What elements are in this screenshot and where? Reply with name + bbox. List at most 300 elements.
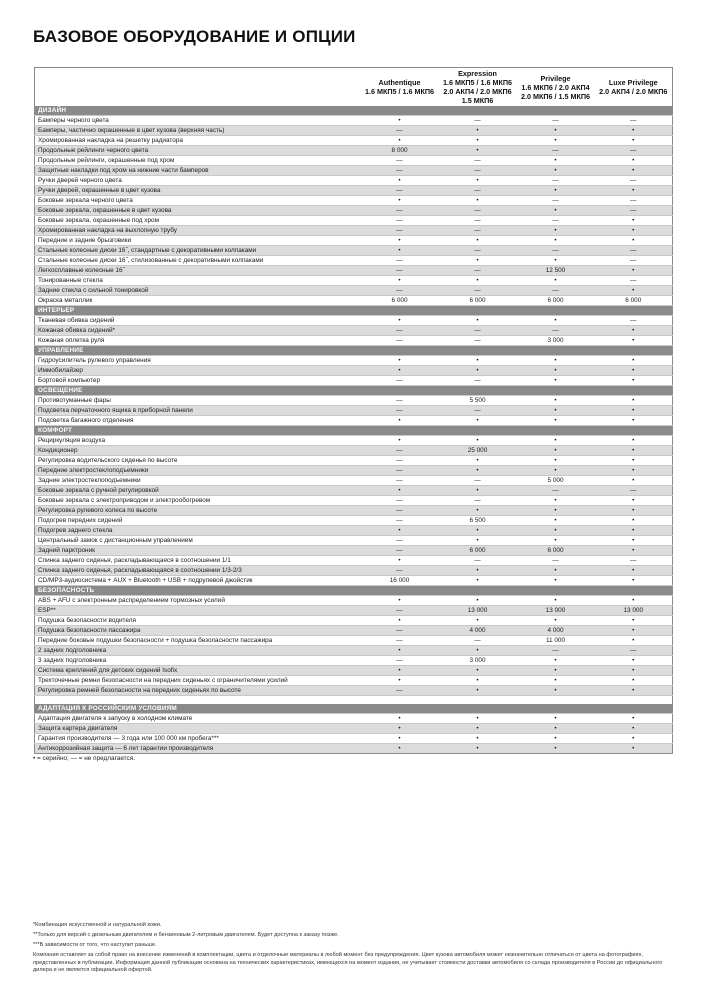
feature-label: ABS + AFU с электронным распределением тормозных усилий — [35, 596, 361, 606]
feature-label: Передние и задние брызговики — [35, 236, 361, 246]
feature-label: Трехточечные ремни безопасности на передних сиденьях с ограничителями усилий — [35, 676, 361, 686]
feature-value: — — [439, 286, 517, 296]
feature-label: Подушка безопасности водителя — [35, 616, 361, 626]
table-row — [35, 186, 673, 196]
table-row — [35, 536, 673, 546]
feature-value: • — [517, 416, 595, 426]
feature-label: Ручки дверей, окрашенные в цвет кузова — [35, 186, 361, 196]
feature-value: • — [595, 476, 673, 486]
section-title: УПРАВЛЕНИЕ — [35, 346, 673, 356]
feature-value: • — [595, 456, 673, 466]
feature-value: • — [517, 136, 595, 146]
feature-value: 13 000 — [517, 606, 595, 616]
table-row — [35, 666, 673, 676]
feature-label: Антикоррозийная защита — 6 лет гарантии производителя — [35, 744, 361, 754]
feature-value: • — [439, 724, 517, 734]
feature-value: • — [361, 356, 439, 366]
feature-value: — — [361, 496, 439, 506]
feature-value: • — [517, 256, 595, 266]
feature-value: • — [517, 446, 595, 456]
feature-value: • — [439, 356, 517, 366]
footnote-esp: **Только для версий с дизельным двигателем и бензиновым 2-литровым двигателем. Будет доступна к заказу позже. — [33, 932, 339, 938]
table-row — [35, 286, 673, 296]
feature-value: • — [517, 516, 595, 526]
feature-value: • — [595, 506, 673, 516]
feature-value: — — [361, 686, 439, 696]
feature-value: • — [361, 276, 439, 286]
feature-value: • — [361, 136, 439, 146]
feature-value: • — [439, 456, 517, 466]
feature-value: • — [595, 636, 673, 646]
feature-value: • — [439, 136, 517, 146]
table-row — [35, 136, 673, 146]
feature-label: Тонированные стекла — [35, 276, 361, 286]
feature-value: • — [361, 176, 439, 186]
feature-value: • — [517, 236, 595, 246]
feature-value: — — [361, 166, 439, 176]
table-row — [35, 546, 673, 556]
feature-value: • — [517, 714, 595, 724]
feature-label: Бортовой компьютер — [35, 376, 361, 386]
feature-value: • — [439, 714, 517, 724]
feature-value: — — [439, 636, 517, 646]
feature-value: • — [439, 676, 517, 686]
feature-value: • — [439, 646, 517, 656]
feature-value: — — [361, 636, 439, 646]
feature-value: — — [361, 336, 439, 346]
table-row — [35, 276, 673, 286]
feature-value: — — [361, 156, 439, 166]
table-row — [35, 556, 673, 566]
table-row — [35, 526, 673, 536]
feature-value: • — [361, 596, 439, 606]
feature-label: Тканевая обивка сидений — [35, 316, 361, 326]
feature-value: • — [517, 496, 595, 506]
table-row — [35, 176, 673, 186]
feature-value: 13 000 — [595, 606, 673, 616]
feature-value: • — [595, 714, 673, 724]
feature-value: • — [517, 724, 595, 734]
table-row — [35, 476, 673, 486]
legend: • = серийно; — = не предлагается. — [33, 755, 135, 762]
feature-value: — — [517, 196, 595, 206]
feature-value: — — [439, 266, 517, 276]
feature-value: • — [517, 506, 595, 516]
feature-value: • — [439, 466, 517, 476]
feature-value: • — [439, 734, 517, 744]
feature-value: • — [361, 734, 439, 744]
feature-value: • — [439, 316, 517, 326]
disclaimer: Компания оставляет за собой право на внесение изменений в комплектации, цвета и отделочные материалы в любой момент без предупреждения. Цвет кузова автомобиля может незначительно отличаться от цвета на фотографиях, представленных в публикации. Информация данной публикации основана на технических характеристиках, имеющихся на момент издания, не учитывает стоимости доставки автомобиля со склада производителя в России до официального дилера и не является официальной офертой. — [33, 952, 663, 973]
feature-value: • — [361, 416, 439, 426]
feature-value: • — [361, 666, 439, 676]
feature-value: • — [517, 356, 595, 366]
column-header-expression: Expression 1.6 МКП5 / 1.6 МКП6 2.0 АКП4 / 2.0 МКП6 1.5 МКП6 — [439, 68, 517, 107]
feature-value: • — [361, 246, 439, 256]
feature-value: • — [517, 206, 595, 216]
feature-value: • — [595, 686, 673, 696]
feature-label: Боковые зеркала, окрашенные в цвет кузова — [35, 206, 361, 216]
feature-label: Регулировка водительского сиденья по высоте — [35, 456, 361, 466]
feature-value: — — [361, 206, 439, 216]
table-row — [35, 466, 673, 476]
feature-value: • — [595, 734, 673, 744]
table-row — [35, 566, 673, 576]
feature-value: — — [361, 406, 439, 416]
feature-value: 6 000 — [439, 546, 517, 556]
feature-value: • — [439, 276, 517, 286]
feature-value: • — [595, 626, 673, 636]
table-row — [35, 246, 673, 256]
feature-value: — — [361, 266, 439, 276]
header-row — [35, 68, 673, 107]
footnotes — [33, 921, 678, 976]
table-body — [35, 106, 673, 754]
table-row — [35, 336, 673, 346]
feature-label: Центральный замок с дистанционным управлением — [35, 536, 361, 546]
feature-value: • — [595, 266, 673, 276]
feature-value: • — [517, 596, 595, 606]
feature-value: 4 000 — [439, 626, 517, 636]
section-spacer — [35, 696, 673, 705]
feature-value: — — [595, 116, 673, 126]
section-header-row — [35, 346, 673, 356]
table-row — [35, 744, 673, 754]
table-row — [35, 656, 673, 666]
feature-value: — — [361, 446, 439, 456]
feature-value: — — [595, 256, 673, 266]
table-row — [35, 646, 673, 656]
feature-value: • — [361, 236, 439, 246]
feature-value: • — [517, 396, 595, 406]
feature-value: • — [517, 566, 595, 576]
feature-value: — — [517, 556, 595, 566]
feature-value: 3 000 — [439, 656, 517, 666]
section-header-row — [35, 386, 673, 396]
feature-value: • — [595, 744, 673, 754]
feature-value: • — [595, 286, 673, 296]
section-title: АДАПТАЦИЯ К РОССИЙСКИМ УСЛОВИЯМ — [35, 704, 673, 714]
table-row — [35, 256, 673, 266]
feature-value: 6 000 — [361, 296, 439, 306]
feature-value: 8 000 — [361, 146, 439, 156]
feature-value: — — [439, 556, 517, 566]
table-row — [35, 416, 673, 426]
column-header-privilege: Privilege 1.6 МКП6 / 2.0 АКП4 2.0 МКП6 / 1.5 МКП6 — [517, 68, 595, 107]
table-row — [35, 506, 673, 516]
feature-value: — — [361, 466, 439, 476]
feature-value: • — [595, 336, 673, 346]
feature-value: • — [439, 436, 517, 446]
feature-value: 5 000 — [517, 476, 595, 486]
feature-value: • — [439, 744, 517, 754]
section-title: ОСВЕЩЕНИЕ — [35, 386, 673, 396]
feature-value: • — [595, 356, 673, 366]
table-row — [35, 206, 673, 216]
feature-label: Спинка заднего сиденья, раскладывающаяся в соотношении 1/1 — [35, 556, 361, 566]
feature-value: • — [595, 666, 673, 676]
table-row — [35, 606, 673, 616]
feature-label: Регулировка рулевого колеса по высоте — [35, 506, 361, 516]
feature-value: • — [595, 616, 673, 626]
table-row — [35, 436, 673, 446]
feature-value: • — [595, 216, 673, 226]
table-row — [35, 226, 673, 236]
feature-value: — — [595, 206, 673, 216]
feature-value: • — [595, 656, 673, 666]
table-row — [35, 356, 673, 366]
feature-value: — — [361, 376, 439, 386]
feature-value: 13 000 — [439, 606, 517, 616]
feature-value: — — [361, 566, 439, 576]
feature-value: • — [595, 526, 673, 536]
feature-label: Гидроусилитель рулевого управления — [35, 356, 361, 366]
feature-value: — — [439, 246, 517, 256]
feature-label: Кондиционер — [35, 446, 361, 456]
feature-label: Подогрев заднего стекла — [35, 526, 361, 536]
feature-value: — — [517, 146, 595, 156]
feature-value: • — [517, 166, 595, 176]
feature-label: Рециркуляция воздуха — [35, 436, 361, 446]
column-header-authentique: Authentique 1.6 МКП5 / 1.6 МКП6 — [361, 68, 439, 107]
feature-value: • — [439, 596, 517, 606]
feature-value: • — [439, 526, 517, 536]
feature-value: — — [439, 326, 517, 336]
feature-value: — — [361, 326, 439, 336]
feature-value: — — [439, 186, 517, 196]
feature-value: — — [439, 156, 517, 166]
feature-value: — — [517, 326, 595, 336]
feature-value: — — [361, 606, 439, 616]
feature-label: Защита картера двигателя — [35, 724, 361, 734]
feature-value: — — [361, 536, 439, 546]
footnote-leather: *Комбинация искусственной и натуральной кожи. — [33, 922, 162, 928]
feature-label: Боковые зеркала с ручной регулировкой — [35, 486, 361, 496]
feature-value: 6 500 — [439, 516, 517, 526]
feature-label: Задние электростеклоподъемники — [35, 476, 361, 486]
table-row — [35, 236, 673, 246]
section-title: ДИЗАЙН — [35, 106, 673, 116]
table-row — [35, 676, 673, 686]
table-row — [35, 724, 673, 734]
feature-value: • — [595, 376, 673, 386]
feature-value: 25 000 — [439, 446, 517, 456]
feature-label: Бамперы, частично окрашенные в цвет кузова (верхняя часть) — [35, 126, 361, 136]
feature-label: 2 задних подголовника — [35, 646, 361, 656]
column-header-luxe-privilege: Luxe Privilege 2.0 АКП4 / 2.0 МКП6 — [595, 68, 673, 107]
table-row — [35, 616, 673, 626]
feature-value: • — [595, 226, 673, 236]
feature-label: Ручки дверей черного цвета — [35, 176, 361, 186]
feature-column-header — [35, 68, 361, 107]
feature-value: • — [361, 196, 439, 206]
feature-value: — — [595, 486, 673, 496]
feature-value: • — [517, 276, 595, 286]
feature-value: • — [517, 676, 595, 686]
equipment-table — [34, 67, 673, 754]
feature-value: • — [595, 596, 673, 606]
feature-value: — — [517, 176, 595, 186]
table-row — [35, 456, 673, 466]
table-row — [35, 296, 673, 306]
feature-value: — — [439, 216, 517, 226]
feature-value: • — [439, 236, 517, 246]
table-row — [35, 626, 673, 636]
feature-value: — — [439, 336, 517, 346]
feature-value: • — [595, 416, 673, 426]
feature-label: ESP** — [35, 606, 361, 616]
feature-value: • — [361, 616, 439, 626]
feature-value: 16 000 — [361, 576, 439, 586]
feature-label: Гарантия производителя — 3 года или 100 000 км пробега*** — [35, 734, 361, 744]
feature-value: • — [595, 516, 673, 526]
feature-label: Хромированная накладка на выхлопную трубу — [35, 226, 361, 236]
feature-label: Хромированная накладка на решетку радиатора — [35, 136, 361, 146]
feature-label: Подсветка перчаточного ящика в приборной панели — [35, 406, 361, 416]
feature-value: • — [595, 396, 673, 406]
feature-value: • — [595, 546, 673, 556]
table-row — [35, 596, 673, 606]
feature-label: 3 задних подголовника — [35, 656, 361, 666]
table-row — [35, 714, 673, 724]
feature-value: • — [439, 536, 517, 546]
feature-value: • — [595, 676, 673, 686]
feature-label: Передние электростеклоподъемники — [35, 466, 361, 476]
table-row — [35, 636, 673, 646]
feature-value: • — [439, 126, 517, 136]
feature-label: Кожаная обивка сидений* — [35, 326, 361, 336]
feature-value: — — [439, 226, 517, 236]
feature-value: • — [361, 486, 439, 496]
table-header — [35, 68, 673, 107]
feature-value: • — [439, 686, 517, 696]
feature-value: • — [595, 566, 673, 576]
feature-value: • — [517, 436, 595, 446]
table-row — [35, 516, 673, 526]
feature-value: • — [595, 724, 673, 734]
feature-value: — — [595, 146, 673, 156]
table-row — [35, 166, 673, 176]
feature-value: • — [439, 146, 517, 156]
feature-value: • — [517, 366, 595, 376]
section-header-row — [35, 306, 673, 316]
feature-value: • — [517, 686, 595, 696]
spacer-cell — [35, 696, 673, 705]
section-header-row — [35, 586, 673, 596]
feature-value: — — [595, 646, 673, 656]
feature-value: — — [439, 166, 517, 176]
feature-value: • — [361, 556, 439, 566]
feature-value: — — [361, 516, 439, 526]
feature-value: — — [361, 216, 439, 226]
table-row — [35, 406, 673, 416]
feature-value: — — [517, 286, 595, 296]
feature-value: • — [517, 616, 595, 626]
feature-value: 4 000 — [517, 626, 595, 636]
feature-value: — — [439, 476, 517, 486]
feature-value: • — [439, 576, 517, 586]
feature-value: • — [517, 156, 595, 166]
feature-label: Стальные колесные диски 16˝, стилизованные с декоративными колпаками — [35, 256, 361, 266]
section-title: КОМФОРТ — [35, 426, 673, 436]
feature-label: Задний парктроник — [35, 546, 361, 556]
feature-value: • — [439, 566, 517, 576]
feature-value: 6 000 — [439, 296, 517, 306]
table-row — [35, 366, 673, 376]
feature-label: Адаптация двигателя к запуску в холодном климате — [35, 714, 361, 724]
feature-value: — — [361, 456, 439, 466]
feature-value: • — [439, 616, 517, 626]
feature-value: — — [361, 256, 439, 266]
table-row — [35, 496, 673, 506]
feature-label: Подсветка багажного отделения — [35, 416, 361, 426]
feature-label: Противотуманные фары — [35, 396, 361, 406]
table-row — [35, 116, 673, 126]
page-title: БАЗОВОЕ ОБОРУДОВАНИЕ И ОПЦИИ — [33, 27, 356, 46]
feature-value: • — [517, 656, 595, 666]
feature-value: • — [517, 734, 595, 744]
feature-value: • — [439, 666, 517, 676]
feature-label: Боковые зеркала, окрашенные под хром — [35, 216, 361, 226]
table-row — [35, 486, 673, 496]
feature-value: • — [595, 126, 673, 136]
feature-value: 11 000 — [517, 636, 595, 646]
feature-value: — — [361, 186, 439, 196]
feature-value: — — [439, 206, 517, 216]
feature-value: • — [361, 714, 439, 724]
feature-value: — — [439, 406, 517, 416]
table-row — [35, 316, 673, 326]
feature-value: • — [517, 466, 595, 476]
feature-value: — — [361, 226, 439, 236]
feature-label: Иммобилайзер — [35, 366, 361, 376]
feature-value: 5 500 — [439, 396, 517, 406]
feature-value: • — [517, 186, 595, 196]
feature-value: • — [439, 196, 517, 206]
section-title: БЕЗОПАСНОСТЬ — [35, 586, 673, 596]
feature-value: • — [517, 316, 595, 326]
feature-value: — — [517, 646, 595, 656]
feature-value: • — [517, 406, 595, 416]
feature-label: Подогрев передних сидений — [35, 516, 361, 526]
feature-value: • — [595, 156, 673, 166]
feature-value: — — [517, 116, 595, 126]
feature-value: — — [361, 546, 439, 556]
feature-value: • — [439, 486, 517, 496]
feature-value: • — [361, 316, 439, 326]
feature-value: — — [595, 556, 673, 566]
feature-value: • — [439, 366, 517, 376]
feature-label: Подушка безопасности пассажира — [35, 626, 361, 636]
feature-label: Бамперы черного цвета — [35, 116, 361, 126]
feature-value: • — [517, 576, 595, 586]
feature-label: Спинка заднего сиденья, раскладывающаяся в соотношении 1/3-2/3 — [35, 566, 361, 576]
feature-value: • — [595, 166, 673, 176]
feature-value: • — [517, 376, 595, 386]
feature-label: Боковые зеркала черного цвета — [35, 196, 361, 206]
feature-value: • — [361, 676, 439, 686]
feature-label: Передние боковые подушки безопасности + подушка безопасности пассажира — [35, 636, 361, 646]
section-header-row — [35, 106, 673, 116]
table-row — [35, 156, 673, 166]
feature-value: — — [595, 196, 673, 206]
feature-value: — — [439, 376, 517, 386]
table-row — [35, 146, 673, 156]
feature-value: • — [361, 526, 439, 536]
feature-label: Продольные рейлинги, окрашенные под хром — [35, 156, 361, 166]
feature-value: — — [517, 486, 595, 496]
feature-value: 6 000 — [595, 296, 673, 306]
